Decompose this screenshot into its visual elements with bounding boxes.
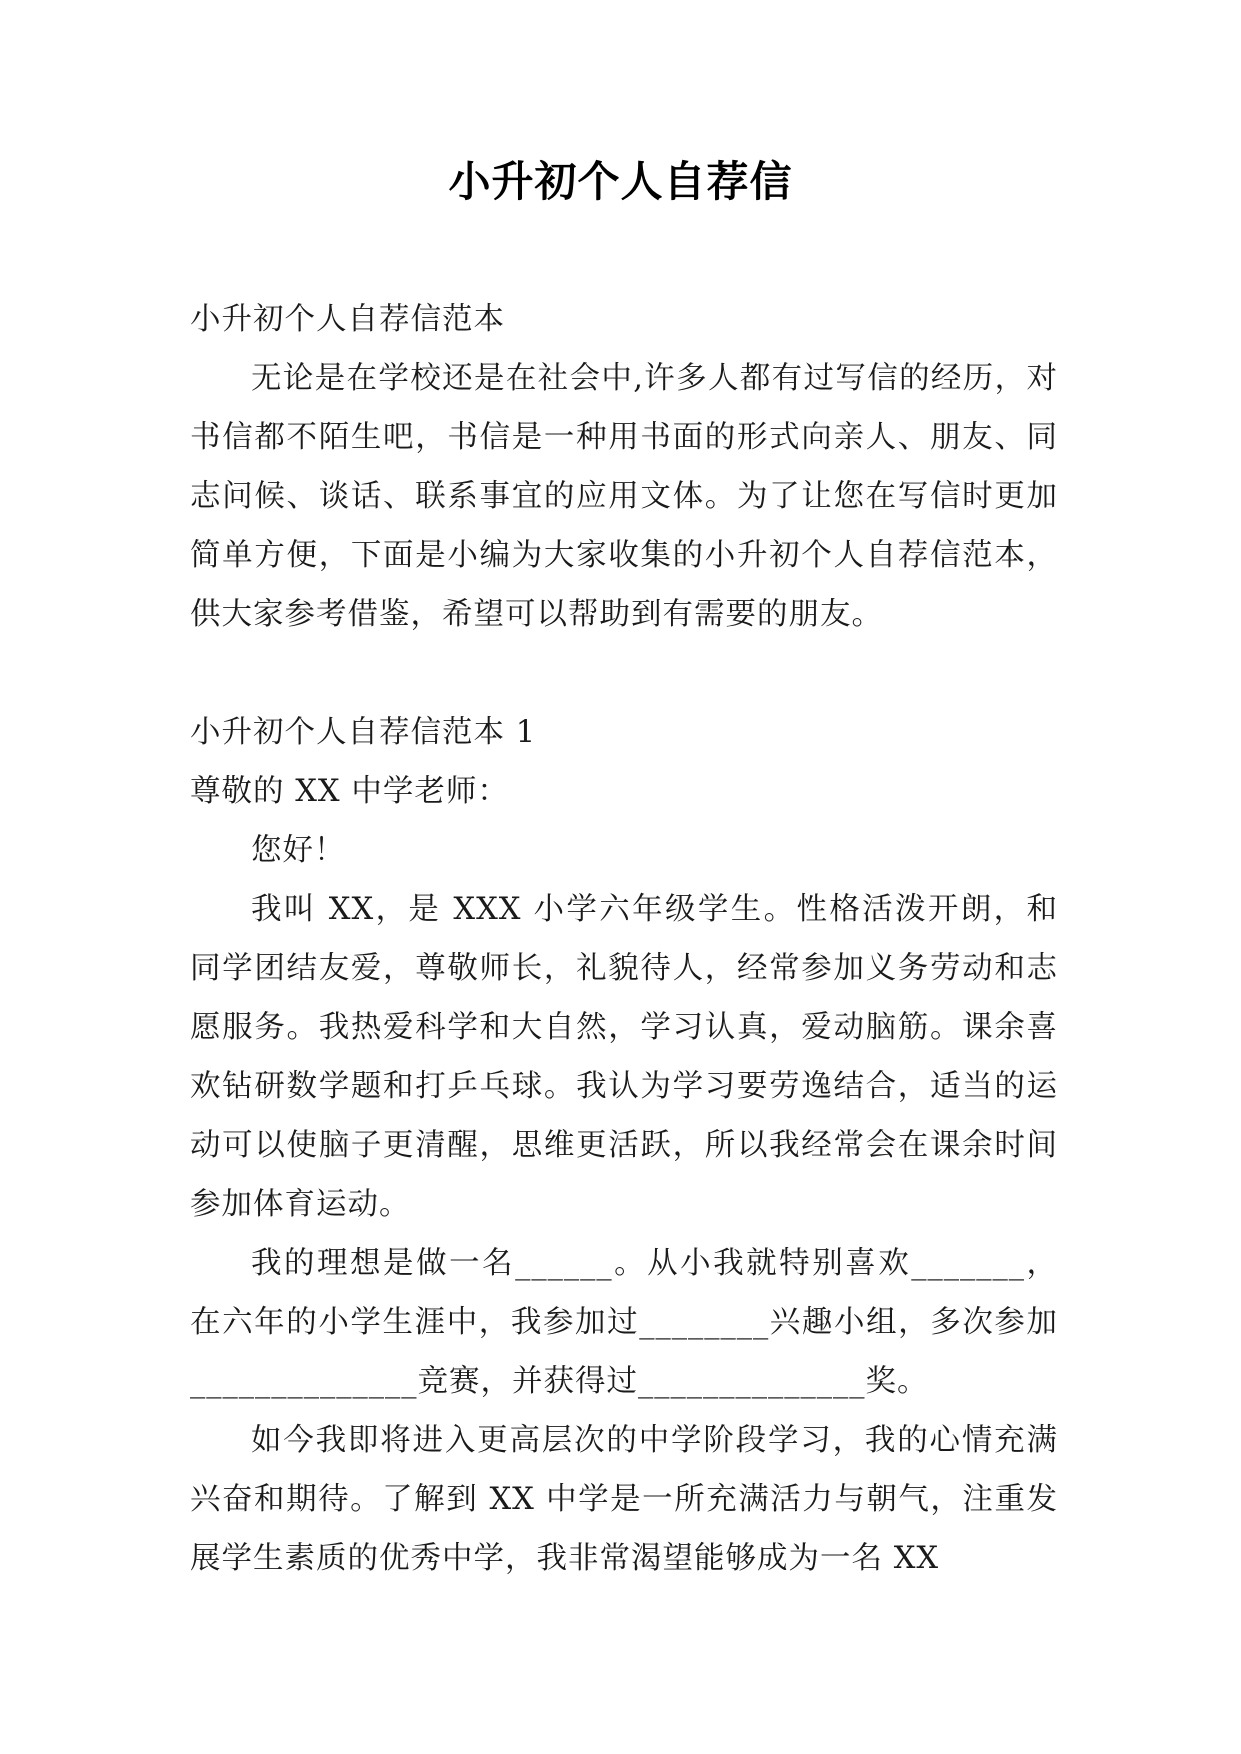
document-body [190, 290, 1058, 1588]
section-spacer [190, 644, 1058, 703]
intro-paragraph: 无论是在学校还是在社会中,许多人都有过写信的经历，对书信都不陌生吧，书信是一种用书面的形式向亲人、朋友、同志问候、谈话、联系事宜的应用文体。为了让您在写信时更加简单方便，下面是小编为大家收集的小升初个人自荐信范本，供大家参考借鉴，希望可以帮助到有需要的朋友。 [190, 361, 1058, 632]
salutation: 尊敬的 XX 中学老师： [190, 774, 509, 809]
body-paragraph-2: 我的理想是做一名______。从小我就特别喜欢_______，在六年的小学生涯中，我参加过________兴趣小组，多次参加______________竞赛，并获得过______________奖。 [190, 1246, 1058, 1399]
document-title: 小升初个人自荐信 [448, 157, 793, 206]
body-paragraph-3: 如今我即将进入更高层次的中学阶段学习，我的心情充满兴奋和期待。了解到 XX 中学是一所充满活力与朝气，注重发展学生素质的优秀中学，我非常渴望能够成为一名 XX [190, 1423, 1058, 1576]
greeting: 您好！ [251, 833, 346, 868]
section-heading: 小升初个人自荐信范本 1 [190, 715, 537, 750]
subtitle: 小升初个人自荐信范本 [190, 302, 505, 337]
body-paragraph-1: 我叫 XX，是 XXX 小学六年级学生。性格活泼开朗，和同学团结友爱，尊敬师长，礼貌待人，经常参加义务劳动和志愿服务。我热爱科学和大自然，学习认真，爱动脑筋。课余喜欢钻研数学题和打乒乓球。我认为学习要劳逸结合，适当的运动可以使脑子更清醒，思维更活跃，所以我经常会在课余时间参加体育运动。 [190, 892, 1058, 1222]
